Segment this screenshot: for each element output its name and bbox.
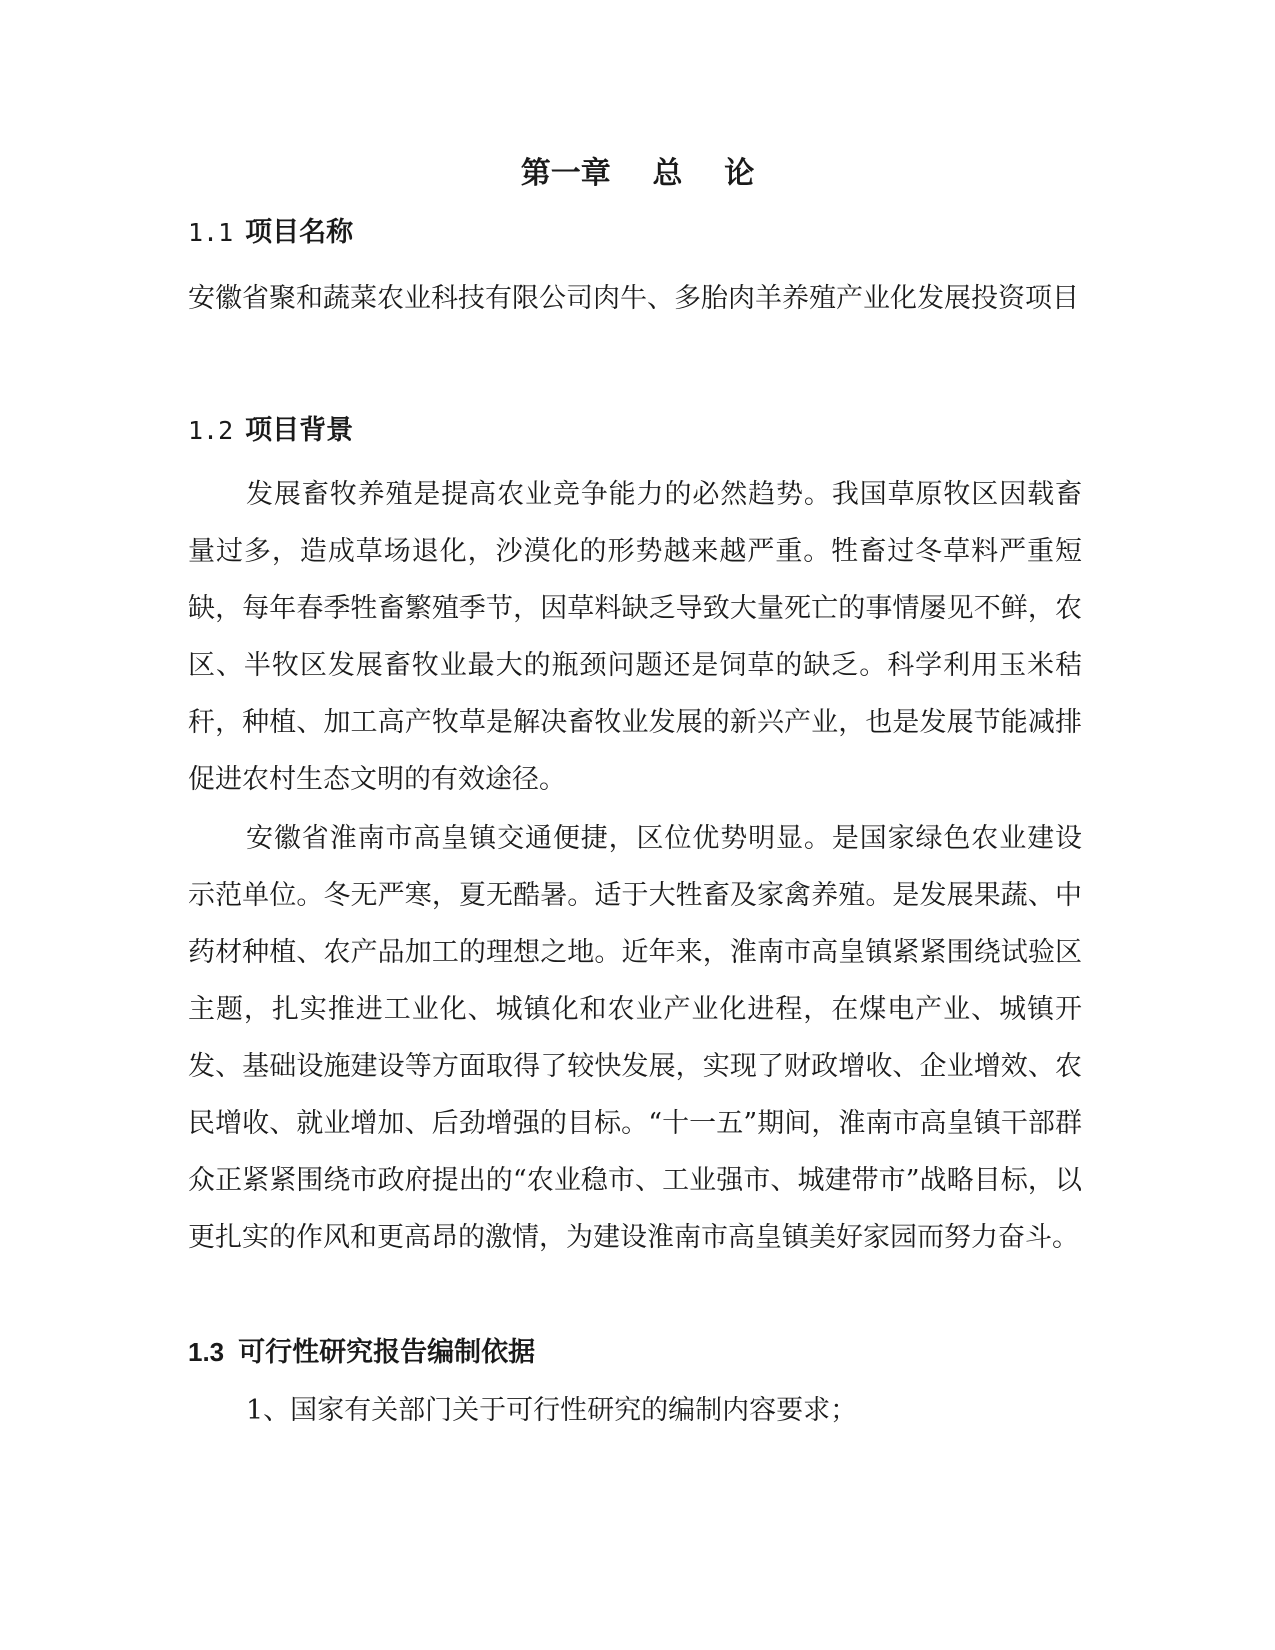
project-name-text: 安徽省聚和蔬菜农业科技有限公司肉牛、多胎肉羊养殖产业化发展投资项目 [188, 283, 1079, 314]
section-number: 1.3 [188, 1337, 225, 1367]
chapter-title: 第一章 总 论 [520, 156, 755, 191]
basis-item-1: 1、国家有关部门关于可行性研究的编制内容要求； [246, 1395, 858, 1426]
section-heading-1-3 [188, 1330, 535, 1369]
section-title: 项目背景 [245, 415, 354, 446]
background-paragraph-1: 发展畜牧养殖是提高农业竞争能力的必然趋势。我国草原牧区因载畜量过多，造成草场退化，沙漠化的形势越来越严重。牲畜过冬草料严重短缺，每年春季牲畜繁殖季节，因草料缺乏导致大量死亡的事情屡见不鲜，农区、半牧区发展畜牧业最大的瓶颈问题还是饲草的缺乏。科学利用玉米秸秆，种植、加工高产牧草是解决畜牧业发展的新兴产业，也是发展节能减排促进农村生态文明的有效途径。 [188, 479, 1082, 795]
section-number: 1.2 [188, 416, 234, 445]
section-heading-1-1 [188, 210, 353, 249]
section-title: 项目名称 [245, 217, 354, 248]
section-number: 1.1 [188, 218, 234, 247]
background-paragraph-2: 安徽省淮南市高皇镇交通便捷，区位优势明显。是国家绿色农业建设示范单位。冬无严寒，夏无酷暑。适于大牲畜及家禽养殖。是发展果蔬、中药材种植、农产品加工的理想之地。近年来，淮南市高皇镇紧紧围绕试验区主题，扎实推进工业化、城镇化和农业产业化进程，在煤电产业、城镇开发、基础设施建设等方面取得了较快发展，实现了财政增收、企业增效、农民增收、就业增加、后劲增强的目标。“十一五”期间，淮南市高皇镇干部群众正紧紧围绕市政府提出的“农业稳市、工业强市、城建带市”战略目标，以更扎实的作风和更高昂的激情，为建设淮南市高皇镇美好家园而努力奋斗。 [188, 823, 1082, 1253]
section-heading-1-2 [188, 408, 353, 447]
section-title: 可行性研究报告编制依据 [238, 1337, 536, 1368]
